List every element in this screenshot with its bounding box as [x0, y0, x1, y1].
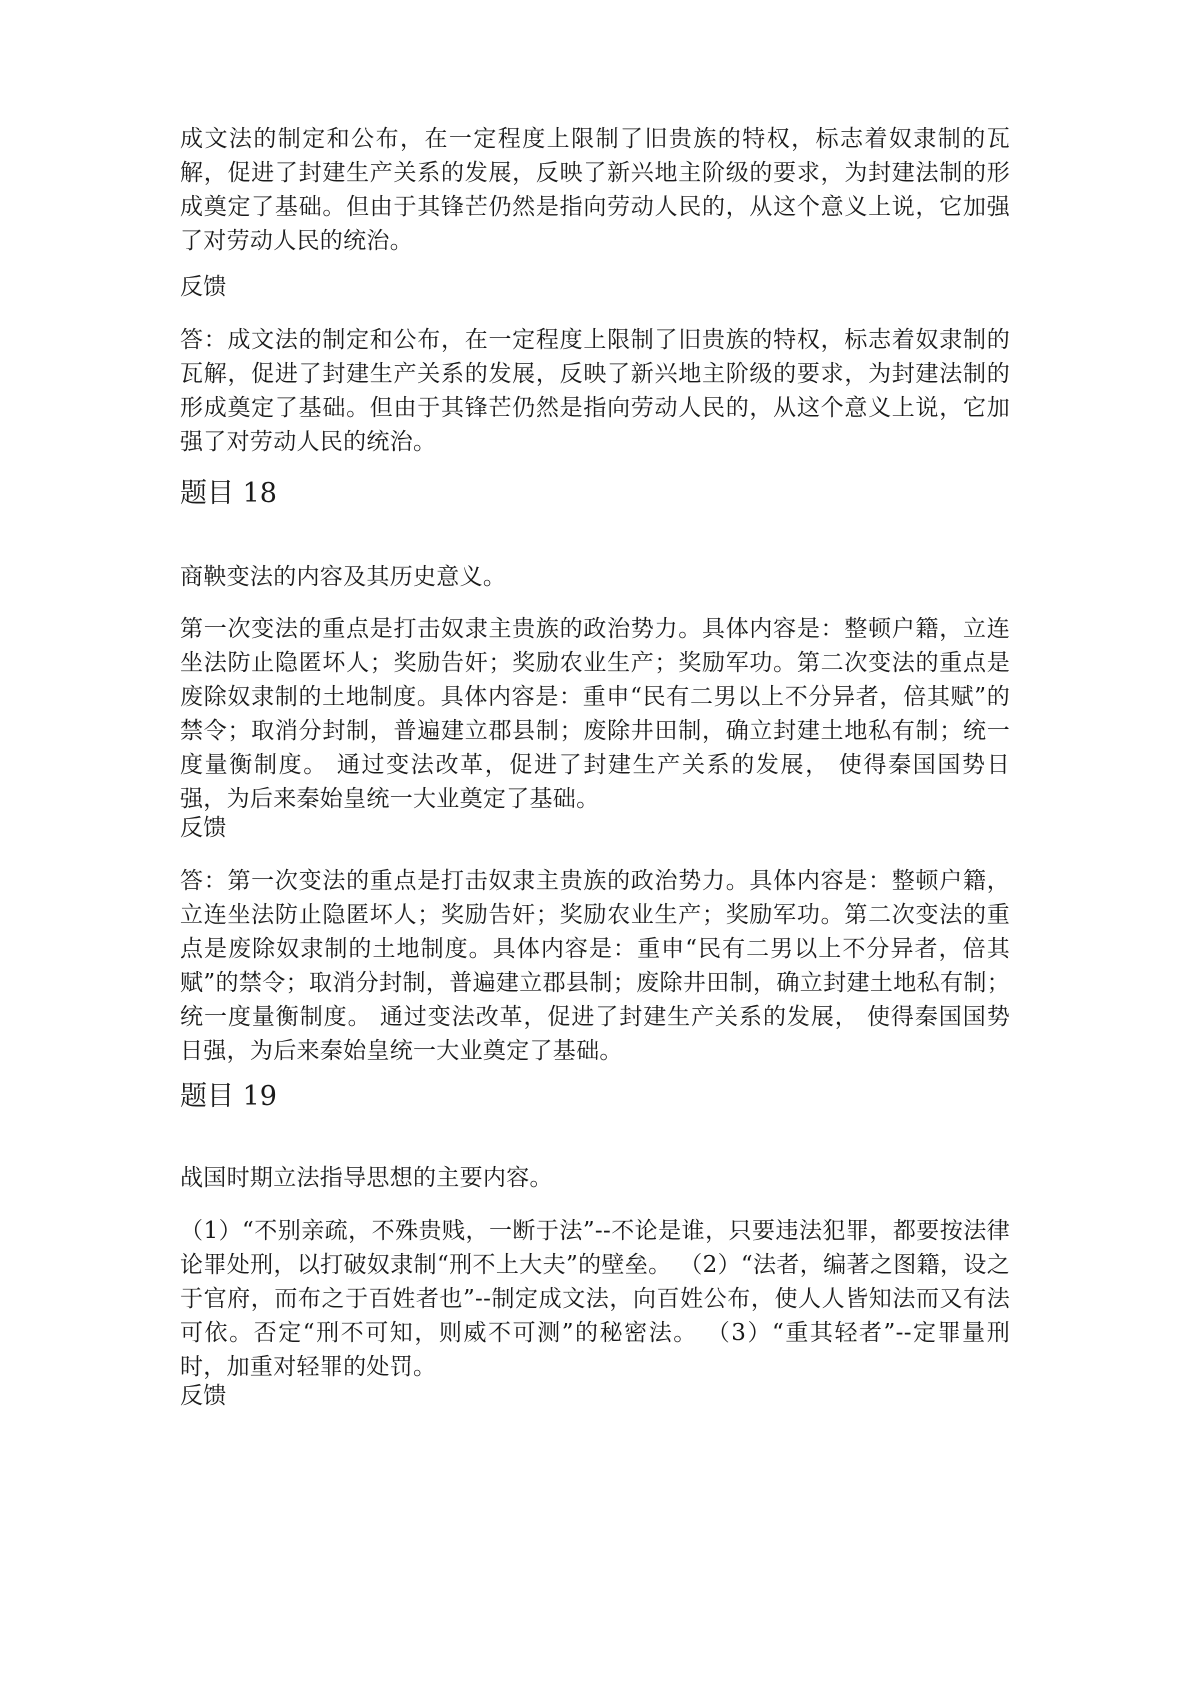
- feedback-label: 反馈: [180, 1383, 227, 1409]
- question-18-heading: 题目 18: [180, 478, 277, 509]
- question-18-prompt: 商鞅变法的内容及其历史意义。: [180, 564, 507, 590]
- question-19-heading: 题目 19: [180, 1081, 277, 1112]
- question-19-prompt: 战国时期立法指导思想的主要内容。: [180, 1165, 553, 1191]
- question-18-answer: 答：第一次变法的重点是打击奴隶主贵族的政治势力。具体内容是：整顿户籍，立连坐法防止隐匿坏人；奖励告奸；奖励农业生产；奖励军功。第二次变法的重点是废除奴隶制的土地制度。具体内容是：重申“民有二男以上不分异者，倍其赋”的禁令；取消分封制，普遍建立郡县制；废除井田制，确立封建土地私有制；统一度量衡制度。 通过变法改革，促进了封建生产关系的发展， 使得秦国国势日强，为后来秦始皇统一大业奠定了基础。: [180, 868, 1010, 1064]
- feedback-label: 反馈: [180, 274, 227, 300]
- question-18-content: 第一次变法的重点是打击奴隶主贵族的政治势力。具体内容是：整顿户籍，立连坐法防止隐匿坏人；奖励告奸；奖励农业生产；奖励军功。第二次变法的重点是废除奴隶制的土地制度。具体内容是：重申“民有二男以上不分异者，倍其赋”的禁令；取消分封制，普遍建立郡县制；废除井田制，确立封建土地私有制；统一度量衡制度。 通过变法改革，促进了封建生产关系的发展， 使得秦国国势日强，为后来秦始皇统一大业奠定了基础。: [180, 616, 1010, 812]
- intro-paragraph: 成文法的制定和公布，在一定程度上限制了旧贵族的特权，标志着奴隶制的瓦解，促进了封建生产关系的发展，反映了新兴地主阶级的要求，为封建法制的形成奠定了基础。但由于其锋芒仍然是指向劳动人民的，从这个意义上说，它加强了对劳动人民的统治。: [180, 126, 1010, 254]
- question-19-content: （1）“不别亲疏，不殊贵贱，一断于法”--不论是谁，只要违法犯罪，都要按法律论罪处刑，以打破奴隶制“刑不上大夫”的壁垒。 （2）“法者，编著之图籍，设之于官府，而布之于百姓者也”--制定成文法，向百姓公布，使人人皆知法而又有法可依。否定“刑不可知，则威不可测”的秘密法。 （3）“重其轻者”--定罪量刑时，加重对轻罪的处罚。: [180, 1218, 1010, 1380]
- answer-paragraph: 答：成文法的制定和公布，在一定程度上限制了旧贵族的特权，标志着奴隶制的瓦解，促进了封建生产关系的发展，反映了新兴地主阶级的要求，为封建法制的形成奠定了基础。但由于其锋芒仍然是指向劳动人民的，从这个意义上说，它加强了对劳动人民的统治。: [180, 327, 1010, 455]
- feedback-label: 反馈: [180, 815, 227, 841]
